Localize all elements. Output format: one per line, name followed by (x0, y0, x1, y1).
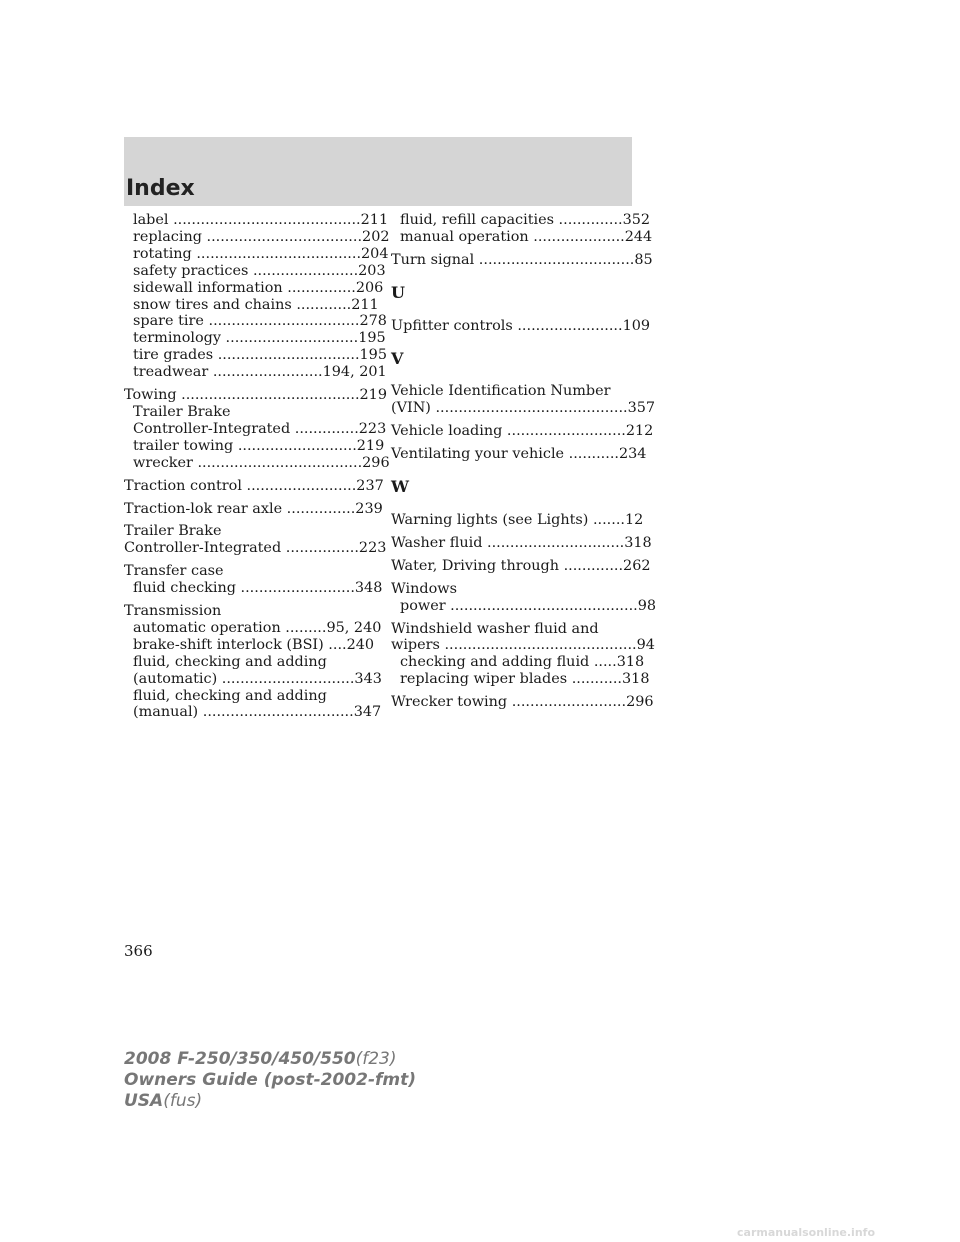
index-entry: Ventilating your vehicle ...........234 (391, 446, 647, 463)
footer-market-code: (fus) (163, 1091, 203, 1111)
index-column-right (391, 212, 657, 711)
footer-model: 2008 F-250/350/450/550 (124, 1049, 356, 1069)
footer-market: USA (124, 1091, 164, 1111)
index-entry: Water, Driving through .............262 (391, 557, 651, 574)
footer-model-code: (f23) (355, 1049, 397, 1069)
index-entry: replacing ..................................202 (133, 228, 390, 245)
index-entry: tire grades ...............................195 (133, 347, 387, 364)
header-band (124, 137, 632, 206)
index-entry: sidewall information ...............206 (133, 279, 384, 296)
footer-line-3 (124, 1091, 416, 1112)
index-entry: Trailer Brake (133, 403, 231, 420)
index-entry: rotating ....................................204 (133, 245, 389, 262)
footer-line-2 (124, 1070, 416, 1091)
index-entry: Upfitter controls .......................109 (391, 317, 651, 334)
index-letter-heading: U (391, 282, 405, 302)
index-entry: fluid, checking and adding (133, 653, 327, 670)
page-number: 366 (124, 942, 153, 960)
index-entry: Transmission (124, 603, 222, 620)
index-entry: automatic operation .........95, 240 (133, 619, 382, 636)
index-column-left (124, 212, 390, 721)
index-entry: Turn signal ..................................85 (391, 251, 653, 268)
index-entry: Trailer Brake (124, 523, 222, 540)
index-entry: fluid, refill capacities ..............352 (400, 212, 651, 228)
index-entry: fluid, checking and adding (133, 687, 327, 704)
index-entry: Traction-lok rear axle ...............239 (124, 500, 383, 517)
index-entry: replacing wiper blades ...........318 (400, 671, 650, 688)
index-entry: spare tire .................................278 (133, 313, 387, 330)
footer-guide: Owners Guide (post-2002-fmt) (124, 1070, 417, 1090)
index-entry: Windshield washer fluid and (391, 620, 599, 637)
index-entry: Warning lights (see Lights) .......12 (391, 511, 644, 528)
index-entry: Controller-Integrated ................223 (124, 540, 387, 557)
footer-line-1 (124, 1049, 416, 1070)
index-letter-heading: W (391, 477, 409, 497)
document-footer (124, 1049, 416, 1112)
index-entry: Transfer case (124, 563, 224, 580)
index-entry: label .........................................211 (133, 212, 389, 228)
watermark: carmanualsonline.info (737, 1226, 875, 1239)
index-entry: checking and adding fluid .....318 (400, 654, 645, 671)
index-entry: power .........................................98 (400, 597, 657, 614)
index-entry: Towing .......................................219 (124, 387, 387, 404)
index-letter-heading: V (391, 348, 404, 368)
index-entry: (automatic) .............................343 (133, 670, 382, 687)
index-entry: terminology .............................195 (133, 330, 386, 347)
index-entry: trailer towing ..........................219 (133, 437, 385, 454)
index-entry: (manual) .................................347 (133, 704, 382, 721)
index-entry: Vehicle loading ..........................212 (391, 423, 654, 440)
index-entry: treadwear ........................194, 201 (133, 364, 387, 381)
index-entry: (VIN) ..........................................357 (391, 400, 656, 417)
index-entry: Windows (391, 580, 457, 597)
index-entry: manual operation ....................244 (400, 228, 653, 245)
index-entry: fluid checking .........................348 (133, 580, 383, 597)
page-title: Index (126, 176, 195, 201)
index-entry: Controller-Integrated ..............223 (133, 420, 387, 437)
index-entry: Traction control ........................237 (124, 477, 384, 494)
index-entry: wrecker ....................................296 (133, 454, 390, 471)
index-entry: wipers ..........................................94 (391, 637, 655, 654)
index-entry: safety practices .......................203 (133, 262, 386, 279)
index-entry: Wrecker towing .........................296 (391, 694, 654, 711)
index-entry: snow tires and chains ............211 (133, 296, 379, 313)
index-entry: Vehicle Identification Number (391, 383, 611, 400)
index-entry: Washer fluid ..............................318 (391, 534, 652, 551)
index-entry: brake-shift interlock (BSI) ....240 (133, 636, 375, 653)
